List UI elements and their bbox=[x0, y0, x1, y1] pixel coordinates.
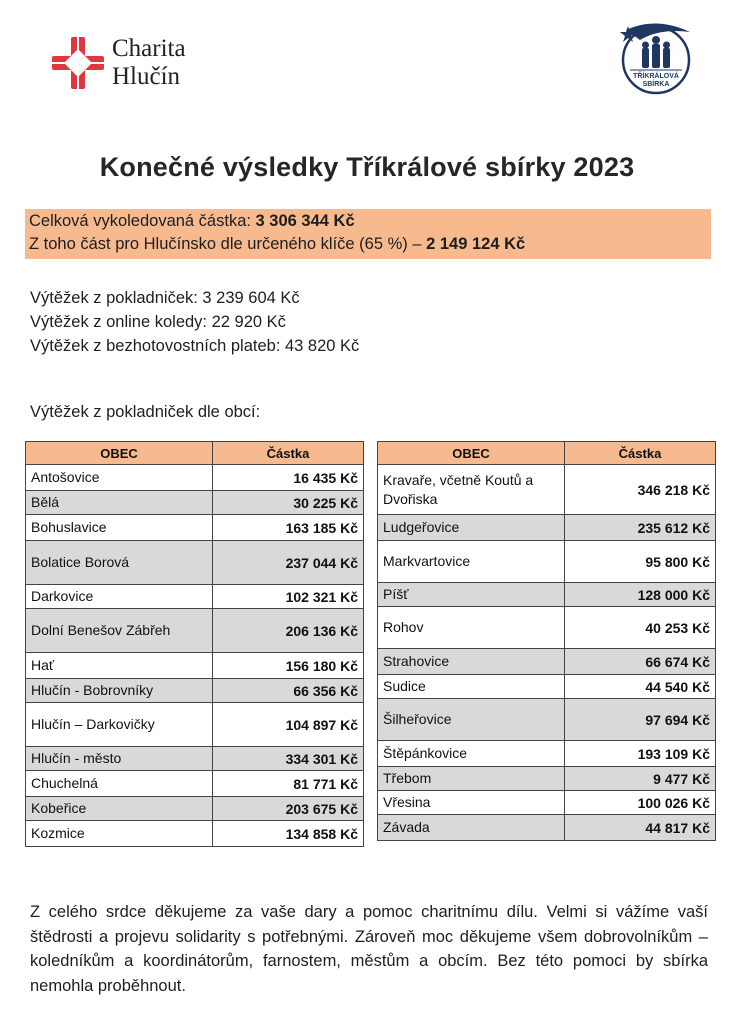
municipality-amount: 156 180 Kč bbox=[213, 653, 364, 679]
table-row bbox=[378, 675, 716, 699]
table-row bbox=[378, 607, 716, 649]
municipality-name: Hlučín – Darkovičky bbox=[26, 703, 213, 747]
table-row bbox=[378, 541, 716, 583]
table-row bbox=[26, 821, 364, 847]
table-row bbox=[26, 703, 364, 747]
municipality-amount: 128 000 Kč bbox=[565, 583, 716, 607]
municipality-amount: 102 321 Kč bbox=[213, 585, 364, 609]
municipality-amount: 66 356 Kč bbox=[213, 679, 364, 703]
municipality-name: Kobeřice bbox=[26, 797, 213, 821]
total-line bbox=[29, 212, 355, 231]
municipality-name: Sudice bbox=[378, 675, 565, 699]
municipality-amount: 104 897 Kč bbox=[213, 703, 364, 747]
municipality-amount: 100 026 Kč bbox=[565, 791, 716, 815]
table-row bbox=[26, 771, 364, 797]
table-row bbox=[378, 741, 716, 767]
table-row bbox=[26, 679, 364, 703]
municipality-name: Kozmice bbox=[26, 821, 213, 847]
municipality-name: Hať bbox=[26, 653, 213, 679]
municipality-name: Chuchelná bbox=[26, 771, 213, 797]
municipality-amount: 237 044 Kč bbox=[213, 541, 364, 585]
table-subheading: Výtěžek z pokladniček dle obcí: bbox=[30, 403, 261, 421]
municipality-name: Strahovice bbox=[378, 649, 565, 675]
thank-you-paragraph: Z celého srdce děkujeme za vaše dary a pomoc charitnímu dílu. Velmi si vážíme vaší štědrosti a projevu solidarity s potřebnými. Zároveň moc děkujeme všem dobrovolníkům – koledníkům a koordinátorům, farnostem, městům a obcím. Bez této pomoci by sbírka nemohla proběhnout. bbox=[30, 903, 708, 995]
municipality-name: Píšť bbox=[378, 583, 565, 607]
municipality-amount: 44 540 Kč bbox=[565, 675, 716, 699]
municipality-name: Hlučín - město bbox=[26, 747, 213, 771]
municipality-name: Třebom bbox=[378, 767, 565, 791]
municipality-table-right bbox=[377, 441, 716, 841]
municipality-amount: 203 675 Kč bbox=[213, 797, 364, 821]
table-row bbox=[26, 541, 364, 585]
share-line bbox=[29, 235, 525, 254]
total-value: 3 306 344 Kč bbox=[255, 212, 355, 230]
municipality-name: Bohuslavice bbox=[26, 515, 213, 541]
municipality-amount: 235 612 Kč bbox=[565, 515, 716, 541]
municipality-table-left bbox=[25, 441, 364, 847]
municipality-name: Ludgeřovice bbox=[378, 515, 565, 541]
header-obec: OBEC bbox=[26, 442, 213, 465]
table-row bbox=[378, 649, 716, 675]
table-row bbox=[26, 515, 364, 541]
municipality-name: Štěpánkovice bbox=[378, 741, 565, 767]
table-row bbox=[378, 767, 716, 791]
municipality-amount: 134 858 Kč bbox=[213, 821, 364, 847]
table-row bbox=[378, 699, 716, 741]
municipality-name: Antošovice bbox=[26, 465, 213, 491]
yield-bezhotovostni: Výtěžek z bezhotovostních plateb: 43 820 Kč bbox=[30, 337, 360, 355]
summary-highlight bbox=[25, 209, 711, 259]
charita-cross-icon bbox=[50, 35, 106, 91]
table-row bbox=[378, 815, 716, 841]
municipality-name: Darkovice bbox=[26, 585, 213, 609]
municipality-name: Závada bbox=[378, 815, 565, 841]
trikralova-sbirka-seal bbox=[616, 18, 694, 96]
municipality-name: Hlučín - Bobrovníky bbox=[26, 679, 213, 703]
municipality-name: Bolatice Borová bbox=[26, 541, 213, 585]
municipality-name: Bělá bbox=[26, 491, 213, 515]
table-row bbox=[378, 583, 716, 607]
table-row bbox=[26, 609, 364, 653]
table-row bbox=[26, 491, 364, 515]
municipality-amount: 44 817 Kč bbox=[565, 815, 716, 841]
municipality-name: Dolní Benešov Zábřeh bbox=[26, 609, 213, 653]
table-row bbox=[26, 747, 364, 771]
logo-text-line1: Charita bbox=[112, 35, 186, 62]
table-row bbox=[26, 797, 364, 821]
share-value: 2 149 124 Kč bbox=[426, 235, 526, 253]
municipality-amount: 193 109 Kč bbox=[565, 741, 716, 767]
municipality-amount: 66 674 Kč bbox=[565, 649, 716, 675]
municipality-amount: 9 477 Kč bbox=[565, 767, 716, 791]
table-row bbox=[26, 585, 364, 609]
municipality-amount: 81 771 Kč bbox=[213, 771, 364, 797]
municipality-name: Kravaře, včetně Koutů a Dvořiska bbox=[378, 465, 565, 515]
municipality-name: Šilheřovice bbox=[378, 699, 565, 741]
municipality-name: Vřesina bbox=[378, 791, 565, 815]
logo-text-line2: Hlučín bbox=[112, 63, 181, 90]
table-row bbox=[378, 465, 716, 515]
page-title: Konečné výsledky Tříkrálové sbírky 2023 bbox=[99, 152, 635, 182]
municipality-amount: 97 694 Kč bbox=[565, 699, 716, 741]
municipality-amount: 206 136 Kč bbox=[213, 609, 364, 653]
municipality-amount: 163 185 Kč bbox=[213, 515, 364, 541]
header-castka: Částka bbox=[213, 442, 364, 465]
seal-text-line1: TŘÍKRÁLOVÁ bbox=[633, 73, 679, 80]
yield-online: Výtěžek z online koledy: 22 920 Kč bbox=[30, 313, 286, 331]
municipality-name: Rohov bbox=[378, 607, 565, 649]
municipality-amount: 40 253 Kč bbox=[565, 607, 716, 649]
municipality-amount: 95 800 Kč bbox=[565, 541, 716, 583]
municipality-amount: 346 218 Kč bbox=[565, 465, 716, 515]
table-row bbox=[378, 515, 716, 541]
share-label: Z toho část pro Hlučínsko dle určeného klíče (65 %) – bbox=[29, 235, 427, 253]
municipality-amount: 334 301 Kč bbox=[213, 747, 364, 771]
table-row bbox=[26, 465, 364, 491]
total-label: Celková vykoledovaná částka: bbox=[29, 212, 256, 230]
municipality-name: Markvartovice bbox=[378, 541, 565, 583]
seal-text-line2: SBÍRKA bbox=[642, 81, 670, 88]
header-castka: Částka bbox=[565, 442, 716, 465]
yield-pokladnicky: Výtěžek z pokladniček: 3 239 604 Kč bbox=[30, 289, 300, 307]
municipality-amount: 16 435 Kč bbox=[213, 465, 364, 491]
municipality-amount: 30 225 Kč bbox=[213, 491, 364, 515]
three-kings-seal-icon bbox=[616, 18, 694, 96]
yield-list bbox=[30, 286, 359, 358]
table-row bbox=[26, 653, 364, 679]
header-obec: OBEC bbox=[378, 442, 565, 465]
charita-logo bbox=[50, 35, 230, 95]
table-row bbox=[378, 791, 716, 815]
